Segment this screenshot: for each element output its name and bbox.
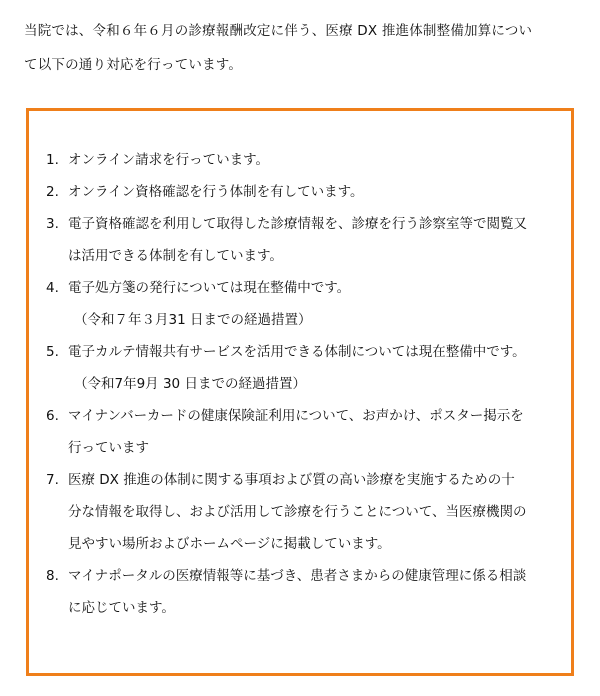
list-item-6 — [46, 400, 566, 464]
item-text: オンライン請求を行っています。 — [68, 152, 270, 168]
item-number: 6. — [46, 408, 59, 424]
list-item-7 — [46, 464, 566, 560]
item-text: 電子処方箋の発行については現在整備中です。 — [68, 280, 351, 296]
item-text: オンライン資格確認を行う体制を有しています。 — [68, 184, 364, 200]
item-text: マイナンバーカードの健康保険証利用について、お声かけ、ポスター掲示を — [68, 408, 524, 424]
item-number: 5. — [46, 344, 59, 360]
item-note: （令和7年9月 30 日までの経過措置） — [74, 376, 306, 392]
item-text: 電子資格確認を利用して取得した診療情報を、診療を行う診察室等で閲覧又 — [68, 216, 527, 232]
list-item-5 — [46, 336, 566, 400]
list-item-2 — [46, 176, 566, 208]
item-text: に応じています。 — [68, 600, 175, 616]
item-text: マイナポータルの医療情報等に基づき、患者さまからの健康管理に係る相談 — [68, 568, 527, 584]
item-number: 2. — [46, 184, 59, 200]
list-item-1 — [46, 144, 566, 176]
item-number: 7. — [46, 472, 59, 488]
item-number: 1. — [46, 152, 59, 168]
intro-line-2: て以下の通り対応を行っています。 — [24, 57, 243, 73]
list-item-4 — [46, 272, 566, 336]
measures-list — [46, 144, 566, 624]
item-number: 8. — [46, 568, 59, 584]
item-text: 見やすい場所およびホームページに掲載しています。 — [68, 536, 391, 552]
list-item-8 — [46, 560, 566, 624]
item-text: 医療 DX 推進の体制に関する事項および質の高い診療を実施するための十 — [68, 472, 515, 488]
item-text: 行っています — [68, 440, 149, 456]
intro-paragraph — [24, 14, 584, 82]
item-number: 4. — [46, 280, 59, 296]
item-text: 分な情報を取得し、および活用して診療を行うことについて、当医療機関の — [68, 504, 527, 520]
intro-line-1: 当院では、令和６年６月の診療報酬改定に伴う、医療 DX 推進体制整備加算につい — [24, 23, 533, 39]
item-note: （令和７年３月31 日までの経過措置） — [74, 312, 312, 328]
item-number: 3. — [46, 216, 59, 232]
list-item-3 — [46, 208, 566, 272]
item-text: 電子カルテ情報共有サービスを活用できる体制については現在整備中です。 — [68, 344, 526, 360]
item-text: は活用できる体制を有しています。 — [68, 248, 283, 264]
